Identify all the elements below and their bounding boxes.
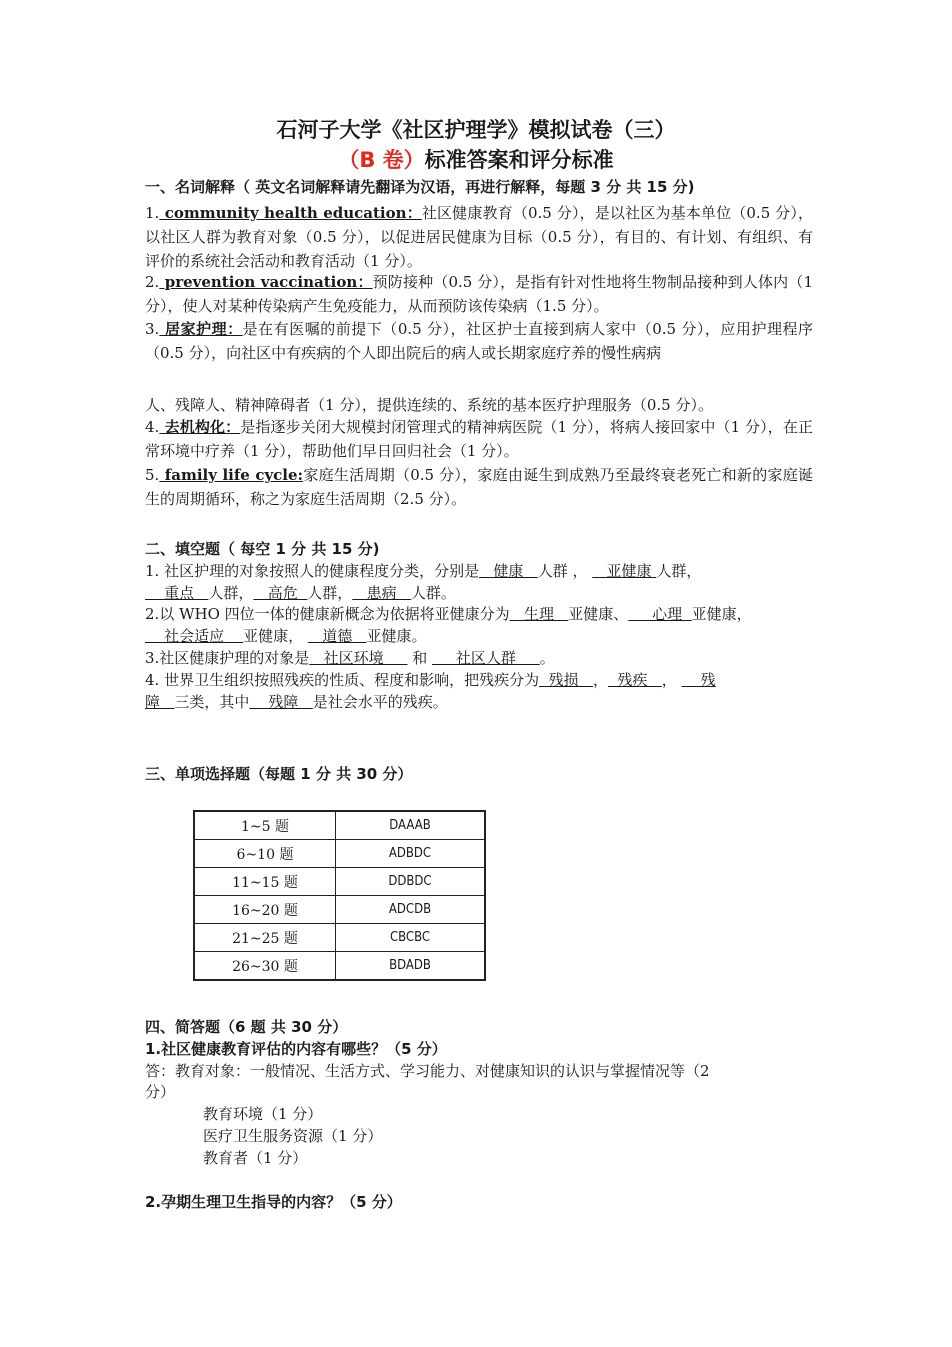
item-number: 1.: [145, 204, 160, 222]
question-range-cell: 11~15 题: [194, 868, 336, 896]
subtitle-text: 标准答案和评分标准: [424, 148, 614, 172]
fill-answer: 患病: [352, 584, 411, 602]
definition-item-2: [145, 270, 813, 318]
item-text: 是在有医嘱的前提下（0.5 分），社区护士直接到病人家中（0.5 分），应用护理程序（0.5 分），向社区中有疾病的个人即出院后的病人或长期家庭疗养的慢性病病: [145, 320, 813, 362]
question-text: ，: [661, 671, 682, 689]
item-term: family life cycle:: [159, 466, 304, 484]
table-row: [194, 896, 485, 924]
page-title: 石河子大学《社区护理学》模拟试卷（三）: [276, 118, 676, 142]
fill-answer: 残障: [249, 693, 313, 711]
section4-heading: 四、简答题（6 题 共 30 分）: [145, 1018, 348, 1036]
question-text: 亚健康，: [691, 605, 752, 623]
question-range-cell: 1~5 题: [194, 811, 336, 840]
fill-question-4-line1: [145, 669, 716, 691]
item-text: 社区健康教育（0.5 分），是以社区为基本单位（0.5 分），以社区人群为教育对象（0.5 分），以促进居民健康为目标（0.5 分），有目的、有计划、有组织、有评价的系统社会活动和教育活动（1 分）。: [145, 204, 814, 270]
answer-1-item: 教育环境（1 分）: [203, 1105, 323, 1123]
question-range-cell: 6~10 题: [194, 840, 336, 868]
item-text: 人、残障人、精神障碍者（1 分），提供连续的、系统的基本医疗护理服务（0.5 分）。: [145, 396, 713, 414]
question-text: 2.以 WHO 四位一体的健康新概念为依据将亚健康分为: [145, 605, 510, 623]
definition-item-3: [145, 317, 813, 365]
table-row: [194, 811, 485, 840]
question-text: 人群，: [307, 584, 353, 602]
fill-answer: 社区环境: [309, 649, 408, 667]
short-question-1: 1.社区健康教育评估的内容有哪些？（5 分）: [145, 1040, 447, 1058]
question-range-cell: 16~20 题: [194, 896, 336, 924]
question-text: 是社会水平的残疾。: [312, 693, 448, 711]
item-number: 3.: [145, 320, 160, 338]
definition-item-1: [145, 201, 813, 273]
question-text: 1. 社区护理的对象按照人的健康程度分类，分别是: [145, 562, 480, 580]
question-text: 人群 ，: [537, 562, 593, 580]
item-text: 家庭生活周期（0.5 分），家庭由诞生到成熟乃至最终衰老死亡和新的家庭诞生的周期循环，称之为家庭生活周期（2.5 分）。: [145, 466, 813, 508]
answer-cell: CBCBC: [336, 924, 486, 952]
question-text: 和: [407, 649, 433, 667]
fill-answer: 道德: [307, 627, 367, 645]
answer-cell: ADCDB: [336, 896, 486, 924]
answer-1-line1: 答：教育对象：一般情况、生活方式、学习能力、对健康知识的认识与掌握情况等（2: [145, 1062, 710, 1080]
item-term: prevention vaccination：: [159, 273, 373, 291]
short-question-2: 2.孕期生理卫生指导的内容？（5 分）: [145, 1193, 402, 1211]
fill-question-3: [145, 647, 555, 669]
fill-answer: 社区人群: [432, 649, 540, 667]
fill-question-2-line2: [145, 625, 427, 647]
item-term: community health education：: [159, 204, 422, 222]
fill-answer: 生理: [509, 605, 569, 623]
answer-cell: DDBDC: [336, 868, 486, 896]
fill-answer: 障: [145, 693, 175, 711]
paper-version-label: （B 卷）: [338, 148, 425, 172]
table-row: [194, 868, 485, 896]
item-term: 居家护理：: [159, 320, 243, 338]
item-text: 是指逐步关闭大规模封闭管理式的精神病医院（1 分），将病人接回家中（1 分），在正常环境中疗养（1 分），帮助他们早日回归社会（1 分）。: [145, 418, 813, 460]
item-number: 2.: [145, 273, 160, 291]
section1-heading: 一、名词解释（ 英文名词解释请先翻译为汉语，再进行解释，每题 3 分 共 15 分): [145, 178, 695, 196]
answer-1-item: 教育者（1 分）: [203, 1149, 308, 1167]
fill-answer: 重点: [145, 584, 209, 602]
fill-answer: 残损: [539, 671, 593, 689]
answer-cell: DAAAB: [336, 811, 486, 840]
page-subtitle: [0, 146, 952, 174]
table-row: [194, 924, 485, 952]
answer-1-item: 医疗卫生服务资源（1 分）: [203, 1127, 383, 1145]
section3-heading: 三、单项选择题（每题 1 分 共 30 分）: [145, 765, 413, 783]
fill-question-1-line2: [145, 582, 456, 604]
question-text: 三类，其中: [174, 693, 250, 711]
answer-cell: BDADB: [336, 952, 486, 981]
item-term: 去机构化：: [159, 418, 241, 436]
fill-question-1-line1: [145, 560, 701, 582]
question-text: 人群。: [410, 584, 456, 602]
table-row: [194, 840, 485, 868]
question-text: 4. 世界卫生组织按照残疾的性质、程度和影响，把残疾分为: [145, 671, 540, 689]
item-text: 预防接种（0.5 分），是指有针对性地将生物制品接种到人体内（1 分），使人对某种传染病产生免疫能力，从而预防该传染病（1.5 分）。: [145, 273, 813, 315]
fill-question-4-line2: [145, 691, 448, 713]
fill-question-2-line1: [145, 603, 752, 625]
answer-cell: ADBDC: [336, 840, 486, 868]
fill-answer: 健康: [479, 562, 538, 580]
table-row: [194, 952, 485, 981]
definition-item-3-continued: [145, 393, 813, 417]
fill-answer: 亚健康: [592, 562, 657, 580]
question-text: 亚健康。: [366, 627, 427, 645]
fill-answer: 高危: [253, 584, 308, 602]
question-text: 。: [539, 649, 555, 667]
question-text: 亚健康、: [568, 605, 629, 623]
fill-answer: 残疾: [607, 671, 662, 689]
fill-answer: 社会适应: [145, 627, 244, 645]
answer-1-line2: 分）: [145, 1083, 176, 1101]
fill-answer: 残: [681, 671, 716, 689]
definition-item-4: [145, 415, 813, 463]
question-range-cell: 21~25 题: [194, 924, 336, 952]
question-text: 3.社区健康护理的对象是: [145, 649, 310, 667]
definition-item-5: [145, 463, 813, 511]
question-range-cell: 26~30 题: [194, 952, 336, 981]
question-text: 亚健康，: [243, 627, 308, 645]
question-text: ，: [592, 671, 608, 689]
fill-answer: 心理: [628, 605, 692, 623]
item-number: 5.: [145, 466, 160, 484]
question-text: 人群，: [208, 584, 254, 602]
answer-table: [193, 810, 486, 981]
section2-heading: 二、填空题（ 每空 1 分 共 15 分): [145, 540, 380, 558]
question-text: 人群，: [656, 562, 702, 580]
item-number: 4.: [145, 418, 160, 436]
